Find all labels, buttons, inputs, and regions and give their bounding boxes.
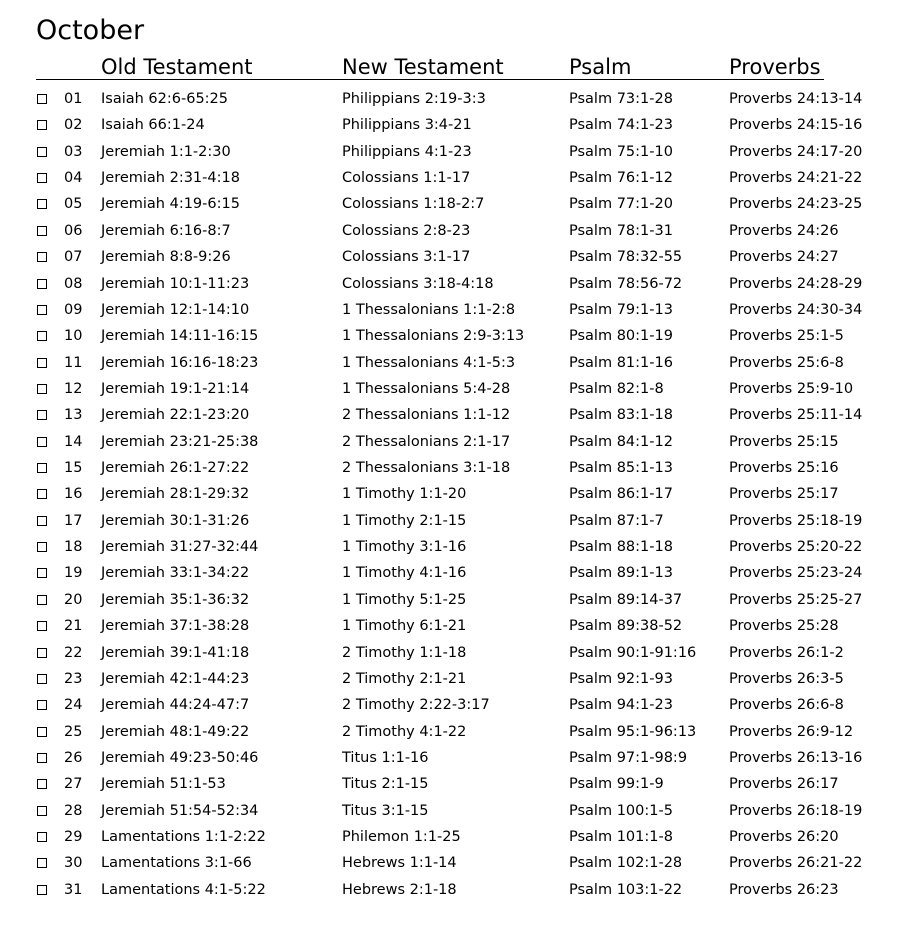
day-number: 05 (64, 196, 83, 213)
proverbs-reading: Proverbs 26:1-2 (729, 644, 844, 661)
psalm-reading: Psalm 85:1-13 (569, 460, 673, 477)
proverbs-reading: Proverbs 25:17 (729, 486, 839, 503)
old-testament-reading: Jeremiah 6:16-8:7 (101, 222, 231, 239)
new-testament-reading: Hebrews 2:1-18 (342, 881, 457, 898)
old-testament-reading: Jeremiah 8:8-9:26 (101, 249, 231, 266)
day-number: 04 (64, 170, 83, 187)
day-checkbox[interactable] (37, 305, 47, 315)
psalm-reading: Psalm 74:1-23 (569, 117, 673, 134)
day-checkbox[interactable] (37, 727, 47, 737)
new-testament-reading: Colossians 1:1-17 (342, 170, 471, 187)
new-testament-reading: Titus 1:1-16 (342, 749, 429, 766)
psalm-reading: Psalm 89:38-52 (569, 618, 683, 635)
psalm-reading: Psalm 101:1-8 (569, 829, 673, 846)
day-checkbox[interactable] (37, 94, 47, 104)
day-checkbox[interactable] (37, 516, 47, 526)
new-testament-reading: 1 Timothy 6:1-21 (342, 618, 467, 635)
reading-row (0, 377, 900, 403)
reading-row (0, 509, 900, 535)
proverbs-reading: Proverbs 24:21-22 (729, 170, 863, 187)
day-checkbox[interactable] (37, 542, 47, 552)
old-testament-reading: Jeremiah 51:54-52:34 (101, 802, 259, 819)
proverbs-reading: Proverbs 26:13-16 (729, 749, 863, 766)
psalm-reading: Psalm 81:1-16 (569, 354, 673, 371)
proverbs-reading: Proverbs 26:20 (729, 829, 839, 846)
reading-row (0, 219, 900, 245)
psalm-reading: Psalm 95:1-96:13 (569, 723, 697, 740)
proverbs-reading: Proverbs 25:16 (729, 460, 839, 477)
new-testament-reading: 1 Thessalonians 5:4-28 (342, 380, 511, 397)
day-number: 30 (64, 855, 83, 872)
proverbs-reading: Proverbs 25:20-22 (729, 539, 863, 556)
old-testament-reading: Jeremiah 26:1-27:22 (101, 460, 250, 477)
reading-row (0, 588, 900, 614)
new-testament-reading: Colossians 3:1-17 (342, 249, 471, 266)
day-checkbox[interactable] (37, 700, 47, 710)
day-number: 08 (64, 275, 83, 292)
day-checkbox[interactable] (37, 437, 47, 447)
new-testament-reading: 1 Timothy 4:1-16 (342, 565, 467, 582)
psalm-reading: Psalm 75:1-10 (569, 143, 673, 160)
new-testament-reading: Colossians 3:18-4:18 (342, 275, 494, 292)
psalm-reading: Psalm 80:1-19 (569, 328, 673, 345)
psalm-reading: Psalm 100:1-5 (569, 802, 673, 819)
psalm-reading: Psalm 79:1-13 (569, 301, 673, 318)
old-testament-reading: Jeremiah 39:1-41:18 (101, 644, 250, 661)
psalm-reading: Psalm 83:1-18 (569, 407, 673, 424)
psalm-reading: Psalm 78:32-55 (569, 249, 683, 266)
old-testament-reading: Jeremiah 23:21-25:38 (101, 433, 259, 450)
reading-row (0, 87, 900, 113)
old-testament-reading: Jeremiah 1:1-2:30 (101, 143, 231, 160)
reading-row (0, 851, 900, 877)
reading-list (0, 87, 900, 904)
new-testament-reading: 1 Timothy 3:1-16 (342, 539, 467, 556)
new-testament-reading: 2 Thessalonians 1:1-12 (342, 407, 511, 424)
reading-row (0, 272, 900, 298)
old-testament-reading: Lamentations 1:1-2:22 (101, 829, 266, 846)
day-number: 21 (64, 618, 83, 635)
psalm-reading: Psalm 77:1-20 (569, 196, 673, 213)
reading-row (0, 140, 900, 166)
psalm-reading: Psalm 78:56-72 (569, 275, 683, 292)
proverbs-reading: Proverbs 24:13-14 (729, 91, 863, 107)
old-testament-reading: Jeremiah 33:1-34:22 (101, 565, 250, 582)
old-testament-reading: Jeremiah 37:1-38:28 (101, 618, 250, 635)
new-testament-reading: 1 Timothy 5:1-25 (342, 591, 467, 608)
psalm-reading: Psalm 78:1-31 (569, 222, 673, 239)
old-testament-reading: Jeremiah 2:31-4:18 (101, 170, 240, 187)
day-number: 19 (64, 565, 83, 582)
reading-row (0, 772, 900, 798)
old-testament-reading: Jeremiah 51:1-53 (101, 776, 226, 793)
psalm-reading: Psalm 87:1-7 (569, 512, 664, 529)
proverbs-reading: Proverbs 26:6-8 (729, 697, 844, 714)
day-checkbox[interactable] (37, 226, 47, 236)
psalm-reading: Psalm 99:1-9 (569, 776, 664, 793)
day-number: 07 (64, 249, 83, 266)
day-number: 13 (64, 407, 83, 424)
proverbs-reading: Proverbs 25:23-24 (729, 565, 863, 582)
proverbs-reading: Proverbs 26:3-5 (729, 670, 844, 687)
proverbs-reading: Proverbs 25:9-10 (729, 380, 854, 397)
reading-row (0, 825, 900, 851)
day-number: 18 (64, 539, 83, 556)
new-testament-reading: 2 Thessalonians 2:1-17 (342, 433, 511, 450)
reading-row (0, 351, 900, 377)
new-testament-reading: Colossians 2:8-23 (342, 222, 471, 239)
old-testament-reading: Jeremiah 49:23-50:46 (101, 749, 259, 766)
day-checkbox[interactable] (37, 358, 47, 368)
proverbs-reading: Proverbs 25:1-5 (729, 328, 844, 345)
proverbs-reading: Proverbs 25:6-8 (729, 354, 844, 371)
psalm-reading: Psalm 82:1-8 (569, 380, 664, 397)
header-psalm: Psalm (569, 55, 632, 79)
old-testament-reading: Jeremiah 22:1-23:20 (101, 407, 250, 424)
new-testament-reading: 1 Thessalonians 4:1-5:3 (342, 354, 516, 371)
new-testament-reading: 2 Timothy 2:22-3:17 (342, 697, 490, 714)
day-checkbox[interactable] (37, 252, 47, 262)
old-testament-reading: Jeremiah 31:27-32:44 (101, 539, 259, 556)
new-testament-reading: 1 Thessalonians 2:9-3:13 (342, 328, 525, 345)
proverbs-reading: Proverbs 24:17-20 (729, 143, 863, 160)
reading-row (0, 561, 900, 587)
old-testament-reading: Isaiah 62:6-65:25 (101, 91, 229, 107)
psalm-reading: Psalm 88:1-18 (569, 539, 673, 556)
day-number: 06 (64, 222, 83, 239)
day-number: 26 (64, 749, 83, 766)
proverbs-reading: Proverbs 24:23-25 (729, 196, 863, 213)
new-testament-reading: 1 Thessalonians 1:1-2:8 (342, 301, 516, 318)
proverbs-reading: Proverbs 24:15-16 (729, 117, 863, 134)
old-testament-reading: Jeremiah 42:1-44:23 (101, 670, 250, 687)
psalm-reading: Psalm 89:14-37 (569, 591, 683, 608)
day-checkbox[interactable] (37, 410, 47, 420)
month-title: October (36, 15, 145, 46)
new-testament-reading: 1 Timothy 1:1-20 (342, 486, 467, 503)
column-header-row (36, 53, 824, 80)
day-checkbox[interactable] (37, 858, 47, 868)
old-testament-reading: Jeremiah 10:1-11:23 (101, 275, 250, 292)
reading-row (0, 693, 900, 719)
day-number: 23 (64, 670, 83, 687)
day-checkbox[interactable] (37, 331, 47, 341)
reading-row (0, 324, 900, 350)
old-testament-reading: Jeremiah 16:16-18:23 (101, 354, 259, 371)
proverbs-reading: Proverbs 24:26 (729, 222, 839, 239)
reading-row (0, 614, 900, 640)
psalm-reading: Psalm 89:1-13 (569, 565, 673, 582)
proverbs-reading: Proverbs 24:30-34 (729, 301, 863, 318)
reading-row (0, 245, 900, 271)
day-checkbox[interactable] (37, 199, 47, 209)
reading-row (0, 403, 900, 429)
day-checkbox[interactable] (37, 648, 47, 658)
reading-row (0, 192, 900, 218)
day-number: 16 (64, 486, 83, 503)
proverbs-reading: Proverbs 25:18-19 (729, 512, 863, 529)
proverbs-reading: Proverbs 26:17 (729, 776, 839, 793)
psalm-reading: Psalm 97:1-98:9 (569, 749, 688, 766)
new-testament-reading: 1 Timothy 2:1-15 (342, 512, 467, 529)
new-testament-reading: Philippians 4:1-23 (342, 143, 472, 160)
new-testament-reading: Titus 2:1-15 (342, 776, 429, 793)
day-number: 02 (64, 117, 83, 134)
new-testament-reading: Colossians 1:18-2:7 (342, 196, 485, 213)
psalm-reading: Psalm 76:1-12 (569, 170, 673, 187)
proverbs-reading: Proverbs 24:28-29 (729, 275, 863, 292)
day-checkbox[interactable] (37, 384, 47, 394)
day-checkbox[interactable] (37, 832, 47, 842)
reading-row (0, 667, 900, 693)
reading-row (0, 430, 900, 456)
day-number: 25 (64, 723, 83, 740)
day-number: 01 (64, 91, 83, 107)
new-testament-reading: 2 Timothy 4:1-22 (342, 723, 467, 740)
old-testament-reading: Jeremiah 19:1-21:14 (101, 380, 250, 397)
new-testament-reading: 2 Thessalonians 3:1-18 (342, 460, 511, 477)
new-testament-reading: 2 Timothy 2:1-21 (342, 670, 467, 687)
psalm-reading: Psalm 92:1-93 (569, 670, 673, 687)
new-testament-reading: Philippians 3:4-21 (342, 117, 472, 134)
day-number: 29 (64, 829, 83, 846)
new-testament-reading: Hebrews 1:1-14 (342, 855, 457, 872)
psalm-reading: Psalm 90:1-91:16 (569, 644, 697, 661)
day-checkbox[interactable] (37, 489, 47, 499)
reading-row (0, 878, 900, 904)
day-checkbox[interactable] (37, 753, 47, 763)
old-testament-reading: Jeremiah 14:11-16:15 (101, 328, 259, 345)
day-number: 15 (64, 460, 83, 477)
day-number: 28 (64, 802, 83, 819)
day-number: 10 (64, 328, 83, 345)
day-checkbox[interactable] (37, 147, 47, 157)
psalm-reading: Psalm 102:1-28 (569, 855, 683, 872)
psalm-reading: Psalm 86:1-17 (569, 486, 673, 503)
old-testament-reading: Lamentations 4:1-5:22 (101, 881, 266, 898)
old-testament-reading: Jeremiah 28:1-29:32 (101, 486, 250, 503)
day-number: 17 (64, 512, 83, 529)
day-number: 24 (64, 697, 83, 714)
proverbs-reading: Proverbs 24:27 (729, 249, 839, 266)
old-testament-reading: Jeremiah 35:1-36:32 (101, 591, 250, 608)
day-checkbox[interactable] (37, 885, 47, 895)
reading-row (0, 746, 900, 772)
day-checkbox[interactable] (37, 595, 47, 605)
day-checkbox[interactable] (37, 806, 47, 816)
proverbs-reading: Proverbs 26:18-19 (729, 802, 863, 819)
day-checkbox[interactable] (37, 120, 47, 130)
day-checkbox[interactable] (37, 173, 47, 183)
psalm-reading: Psalm 84:1-12 (569, 433, 673, 450)
old-testament-reading: Isaiah 66:1-24 (101, 117, 205, 134)
proverbs-reading: Proverbs 26:9-12 (729, 723, 854, 740)
reading-row (0, 799, 900, 825)
proverbs-reading: Proverbs 25:28 (729, 618, 839, 635)
day-number: 22 (64, 644, 83, 661)
psalm-reading: Psalm 73:1-28 (569, 91, 673, 107)
day-checkbox[interactable] (37, 621, 47, 631)
header-old-testament: Old Testament (101, 55, 253, 79)
old-testament-reading: Jeremiah 4:19-6:15 (101, 196, 240, 213)
day-number: 31 (64, 881, 83, 898)
proverbs-reading: Proverbs 25:15 (729, 433, 839, 450)
day-number: 20 (64, 591, 83, 608)
reading-row (0, 113, 900, 139)
old-testament-reading: Jeremiah 12:1-14:10 (101, 301, 250, 318)
day-checkbox[interactable] (37, 279, 47, 289)
day-checkbox[interactable] (37, 674, 47, 684)
old-testament-reading: Jeremiah 30:1-31:26 (101, 512, 250, 529)
psalm-reading: Psalm 94:1-23 (569, 697, 673, 714)
psalm-reading: Psalm 103:1-22 (569, 881, 683, 898)
day-checkbox[interactable] (37, 568, 47, 578)
day-number: 03 (64, 143, 83, 160)
header-new-testament: New Testament (342, 55, 504, 79)
reading-row (0, 641, 900, 667)
new-testament-reading: Philemon 1:1-25 (342, 829, 461, 846)
new-testament-reading: 2 Timothy 1:1-18 (342, 644, 467, 661)
day-checkbox[interactable] (37, 779, 47, 789)
reading-row (0, 535, 900, 561)
new-testament-reading: Philippians 2:19-3:3 (342, 91, 486, 107)
proverbs-reading: Proverbs 25:25-27 (729, 591, 863, 608)
reading-row (0, 720, 900, 746)
day-number: 14 (64, 433, 83, 450)
proverbs-reading: Proverbs 26:21-22 (729, 855, 863, 872)
old-testament-reading: Lamentations 3:1-66 (101, 855, 252, 872)
day-number: 11 (64, 354, 83, 371)
proverbs-reading: Proverbs 25:11-14 (729, 407, 863, 424)
reading-row (0, 166, 900, 192)
reading-row (0, 456, 900, 482)
new-testament-reading: Titus 3:1-15 (342, 802, 429, 819)
header-proverbs: Proverbs (729, 55, 821, 79)
reading-row (0, 298, 900, 324)
proverbs-reading: Proverbs 26:23 (729, 881, 839, 898)
old-testament-reading: Jeremiah 44:24-47:7 (101, 697, 250, 714)
day-number: 27 (64, 776, 83, 793)
day-number: 09 (64, 301, 83, 318)
old-testament-reading: Jeremiah 48:1-49:22 (101, 723, 250, 740)
day-number: 12 (64, 380, 83, 397)
reading-row (0, 482, 900, 508)
day-checkbox[interactable] (37, 463, 47, 473)
